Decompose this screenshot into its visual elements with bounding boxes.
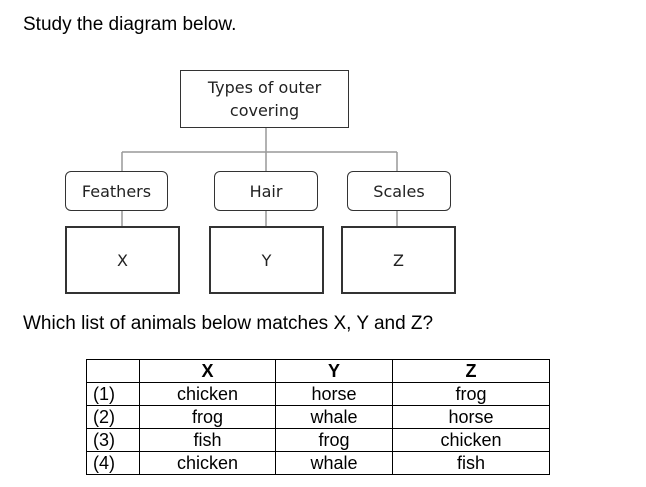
answer-label: X bbox=[117, 250, 128, 270]
option-number: (3) bbox=[87, 429, 140, 452]
cell-y: whale bbox=[276, 452, 393, 475]
option-number: (4) bbox=[87, 452, 140, 475]
table-row[interactable] bbox=[87, 406, 550, 429]
cell-x: chicken bbox=[140, 452, 276, 475]
instruction-text: Study the diagram below. bbox=[23, 14, 237, 35]
header-blank bbox=[87, 360, 140, 383]
question-text: Which list of animals below matches X, Y and Z? bbox=[23, 313, 434, 334]
answer-box-y bbox=[209, 226, 324, 294]
options-table bbox=[86, 359, 550, 475]
option-number: (2) bbox=[87, 406, 140, 429]
cell-y: whale bbox=[276, 406, 393, 429]
root-label: Types of outer covering bbox=[207, 78, 322, 120]
category-label: Feathers bbox=[81, 181, 152, 201]
table-row[interactable] bbox=[87, 429, 550, 452]
category-hair bbox=[214, 171, 318, 211]
root-node bbox=[180, 70, 349, 128]
answer-label: Y bbox=[261, 250, 272, 270]
category-label: Hair bbox=[249, 181, 283, 201]
header-z: Z bbox=[393, 360, 550, 383]
option-number: (1) bbox=[87, 383, 140, 406]
header-y: Y bbox=[276, 360, 393, 383]
category-label: Scales bbox=[373, 181, 425, 201]
cell-y: frog bbox=[276, 429, 393, 452]
category-feathers bbox=[65, 171, 168, 211]
table-row[interactable] bbox=[87, 452, 550, 475]
answer-label: Z bbox=[393, 250, 404, 270]
table-header-row bbox=[87, 360, 550, 383]
cell-x: frog bbox=[140, 406, 276, 429]
table-row[interactable] bbox=[87, 383, 550, 406]
cell-z: fish bbox=[393, 452, 550, 475]
cell-z: frog bbox=[393, 383, 550, 406]
header-x: X bbox=[140, 360, 276, 383]
cell-z: chicken bbox=[393, 429, 550, 452]
answer-box-x bbox=[65, 226, 180, 294]
cell-x: fish bbox=[140, 429, 276, 452]
cell-y: horse bbox=[276, 383, 393, 406]
answer-box-z bbox=[341, 226, 456, 294]
cell-x: chicken bbox=[140, 383, 276, 406]
cell-z: horse bbox=[393, 406, 550, 429]
category-scales bbox=[347, 171, 451, 211]
